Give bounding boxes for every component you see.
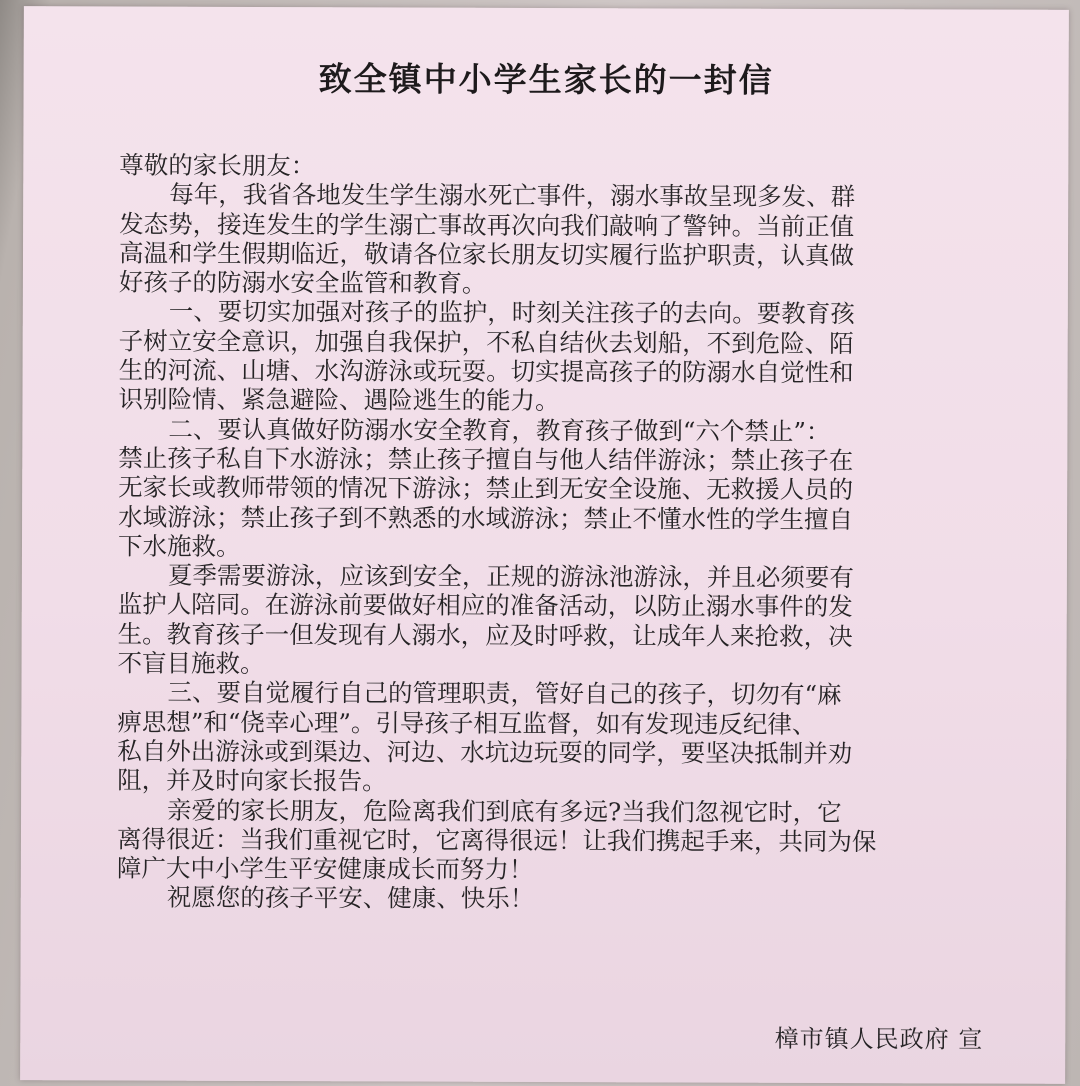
body-line: 高温和学生假期临近，敬请各位家长朋友切实履行监护职责，认真做 — [118, 238, 855, 270]
body-line: 亲爱的家长朋友，危险离我们到底有多远?当我们忽视它时，它 — [167, 795, 842, 827]
body-line: 禁止孩子私自下水游泳；禁止孩子擅自与他人结伴游泳；禁止孩子在 — [118, 443, 854, 476]
salutation: 尊敬的家长朋友： — [119, 150, 316, 181]
letter-body — [117, 151, 1000, 916]
body-line: 痹思想”和“侥幸心理”。引导孩子相互监督，如有发现违反纪律、 — [117, 707, 817, 739]
body-line: 好孩子的防溺水安全监管和教育。 — [118, 267, 487, 298]
body-line: 生的河流、山塘、水沟游泳或玩耍。切实提高孩子的防溺水自觉性和 — [118, 355, 854, 388]
letter-title: 致全镇中小学生家长的一封信 — [318, 59, 774, 100]
body-line: 不盲目施救。 — [117, 648, 265, 679]
body-line: 祝愿您的孩子平安、健康、快乐！ — [166, 883, 535, 914]
body-line: 私自外出游泳或到渠边、河边、水坑边玩耍的同学，要坚决抵制并劝 — [117, 736, 853, 769]
body-line: 离得很近：当我们重视它时，它离得很远！让我们携起手来，共同为保 — [116, 824, 877, 856]
letter-sheet — [20, 6, 1069, 1084]
body-line: 监护人陪同。在游泳前要做好相应的准备活动，以防止溺水事件的发 — [117, 589, 853, 622]
body-line: 生。教育孩子一但发现有人溺水，应及时呼救，让成年人来抢救，决 — [117, 619, 853, 651]
body-line: 子树立安全意识，加强自我保护，不私自结伙去划船，不到危险、陌 — [118, 326, 854, 358]
body-line: 水域游泳；禁止孩子到不熟悉的水域游泳；禁止不懂水性的学生擅自 — [118, 502, 854, 534]
body-line: 一、要切实加强对孩子的监护，时刻关注孩子的去向。要教育孩 — [168, 297, 855, 329]
body-line: 无家长或教师带领的情况下游泳；禁止到无安全设施、无救援人员的 — [118, 472, 854, 505]
body-line: 下水施救。 — [117, 531, 241, 561]
signature: 樟市镇人民政府 宣 — [774, 1024, 984, 1054]
body-line: 发态势，接连发生的学生溺亡事故再次向我们敲响了警钟。当前正值 — [119, 209, 855, 241]
body-line: 障广大中小学生平安健康成长而努力！ — [116, 853, 534, 885]
body-line: 阻，并及时向家长报告。 — [117, 765, 387, 796]
body-line: 三、要自觉履行自己的管理职责，管好自己的孩子，切勿有“麻 — [167, 678, 842, 710]
body-line: 夏季需要游泳，应该到安全，正规的游泳池游泳，并且必须要有 — [167, 560, 854, 593]
body-line: 二、要认真做好防溺水安全教育，教育孩子做到“六个禁止”： — [168, 414, 831, 446]
body-line: 识别险情、紧急避险、遇险逃生的能力。 — [118, 384, 560, 416]
body-line: 每年，我省各地发生学生溺水死亡事件，溺水事故呈现多发、群 — [169, 179, 856, 212]
